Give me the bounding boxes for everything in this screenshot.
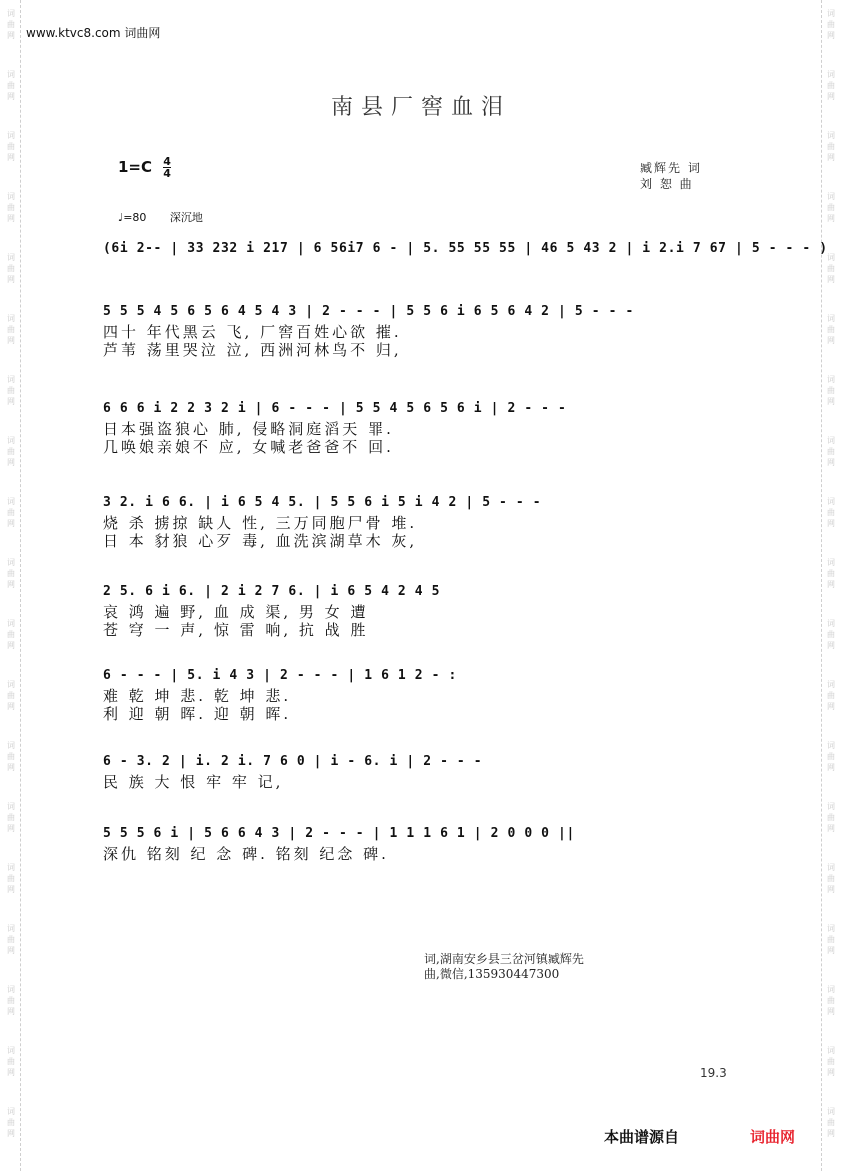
watermark-glyph: 词 曲 网 (7, 1107, 15, 1138)
watermark-glyph: 词 曲 网 (7, 70, 15, 101)
watermark-glyph: 词 曲 网 (827, 680, 835, 711)
notes-row: 3 2. i 6 6. | i 6 5 4 5. | 5 5 6 i 5 i 4 2 | 5 - - - (103, 495, 542, 510)
tempo-marking (118, 209, 203, 225)
watermark-glyph: 词 曲 网 (7, 619, 15, 650)
watermark-glyph: 词 曲 网 (7, 314, 15, 345)
staff-line-intro (103, 238, 828, 260)
lyric-verse-2: 几唤娘亲娘不 应, 女喊老爸爸不 回. (103, 438, 394, 456)
lyric-verse-1: 民 族 大 恨 牢 牢 记, (103, 773, 284, 791)
key-label: 1=C (118, 158, 153, 176)
staff-line-1 (103, 301, 743, 359)
footer-lyricist-line: 词,湖南安乡县三岔河镇臧辉先 (424, 952, 584, 966)
notes-row: 6 - 3. 2 | i. 2 i. 7 6 0 | i - 6. i | 2 - - - (103, 754, 483, 769)
watermark-glyph: 词 曲 网 (7, 497, 15, 528)
watermark-glyph: 词 曲 网 (7, 680, 15, 711)
time-numerator: 4 (163, 155, 171, 168)
watermark-glyph: 词 曲 网 (827, 802, 835, 833)
staff-line-5 (103, 665, 743, 723)
watermark-glyph: 词 曲 网 (827, 863, 835, 894)
watermark-glyph: 词 曲 网 (827, 192, 835, 223)
notes-row: (6i 2-- | 33 232 i 217 | 6 56i7 6 - | 5. 55 55 55 | 46 5 43 2 | i 2.i 7 67 | 5 - - - ) (103, 241, 828, 256)
notes-row: 6 6 6 i 2 2 3 2 i | 6 - - - | 5 5 4 5 6 5 6 i | 2 - - - (103, 401, 567, 416)
notes-row: 5 5 5 4 5 6 5 6 4 5 4 3 | 2 - - - | 5 5 6 i 6 5 6 4 2 | 5 - - - (103, 304, 634, 319)
watermark-glyph: 词 曲 网 (827, 375, 835, 406)
tempo-mark: ♩=80 (118, 211, 147, 224)
staff-line-4 (103, 581, 743, 639)
time-denominator: 4 (163, 167, 171, 180)
left-watermark-strip (2, 0, 21, 1171)
lyric-verse-2: 苍 穹 一 声, 惊 雷 响, 抗 战 胜 (103, 621, 369, 639)
brand-logo[interactable]: 词曲网 (750, 1128, 796, 1146)
watermark-glyph: 词 曲 网 (827, 9, 835, 40)
watermark-glyph: 词 曲 网 (827, 619, 835, 650)
watermark-glyph: 词 曲 网 (827, 1107, 835, 1138)
watermark-glyph: 词 曲 网 (827, 70, 835, 101)
watermark-glyph: 词 曲 网 (827, 436, 835, 467)
expression-mark: 深沉地 (169, 211, 203, 224)
lyric-verse-1: 哀 鸿 遍 野, 血 成 渠, 男 女 遭 (103, 603, 369, 621)
footer-composer-line: 曲,微信,135930447300 (424, 967, 560, 981)
watermark-glyph: 词 曲 网 (827, 558, 835, 589)
key-signature (118, 156, 171, 179)
lyric-verse-2: 芦苇 荡里哭泣 泣, 西洲河林鸟不 归, (103, 341, 402, 359)
date-label: 19.3 (700, 1066, 727, 1080)
watermark-glyph: 词 曲 网 (7, 985, 15, 1016)
watermark-glyph: 词 曲 网 (7, 1046, 15, 1077)
song-title: 南县厂窖血泪 (330, 95, 511, 120)
site-url[interactable]: www.ktvc8.com 词曲网 (26, 26, 161, 40)
watermark-glyph: 词 曲 网 (827, 924, 835, 955)
lyricist-credit: 臧辉先 词 (640, 161, 702, 175)
staff-line-3 (103, 492, 743, 550)
right-watermark-strip (821, 0, 840, 1171)
lyric-verse-1: 日本强盗狼心 肺, 侵略洞庭滔天 罪. (103, 420, 394, 438)
lyric-verse-2: 利 迎 朝 晖. 迎 朝 晖. (103, 705, 292, 723)
time-signature (163, 156, 171, 179)
watermark-glyph: 词 曲 网 (7, 253, 15, 284)
footer-contact (424, 952, 584, 982)
watermark-glyph: 词 曲 网 (827, 497, 835, 528)
watermark-glyph: 词 曲 网 (827, 314, 835, 345)
watermark-glyph: 词 曲 网 (7, 131, 15, 162)
notes-row: 6 - - - | 5. i 4 3 | 2 - - - | 1 6 1 2 - : (103, 668, 457, 683)
staff-line-2 (103, 398, 743, 456)
composer-credit: 刘 恕 曲 (640, 177, 694, 191)
source-label: 本曲谱源自 (604, 1128, 680, 1146)
credits (640, 160, 702, 192)
lyric-verse-1: 四十 年代黑云 飞, 厂窖百姓心欲 摧. (103, 323, 402, 341)
watermark-glyph: 词 曲 网 (827, 253, 835, 284)
lyric-verse-1: 深仇 铭刻 纪 念 碑. 铭刻 纪念 碑. (103, 845, 389, 863)
lyric-verse-1: 难 乾 坤 悲. 乾 坤 悲. (103, 687, 292, 705)
watermark-glyph: 词 曲 网 (7, 741, 15, 772)
watermark-glyph: 词 曲 网 (7, 9, 15, 40)
lyric-verse-1: 烧 杀 掳掠 缺人 性, 三万同胞尸骨 堆. (103, 514, 418, 532)
watermark-glyph: 词 曲 网 (7, 375, 15, 406)
lyric-verse-2: 日 本 豺狼 心歹 毒, 血洗滨湖草木 灰, (103, 532, 418, 550)
notes-row: 5 5 5 6 i | 5 6 6 4 3 | 2 - - - | 1 1 1 6 1 | 2 0 0 0 || (103, 826, 575, 841)
notes-row: 2 5. 6 i 6. | 2 i 2 7 6. | i 6 5 4 2 4 5 (103, 584, 441, 599)
staff-line-6 (103, 751, 743, 791)
watermark-glyph: 词 曲 网 (7, 924, 15, 955)
watermark-glyph: 词 曲 网 (827, 741, 835, 772)
watermark-glyph: 词 曲 网 (7, 192, 15, 223)
watermark-glyph: 词 曲 网 (7, 863, 15, 894)
watermark-glyph: 词 曲 网 (7, 802, 15, 833)
watermark-glyph: 词 曲 网 (7, 436, 15, 467)
watermark-glyph: 词 曲 网 (7, 558, 15, 589)
staff-line-7 (103, 823, 743, 863)
watermark-glyph: 词 曲 网 (827, 131, 835, 162)
watermark-glyph: 词 曲 网 (827, 1046, 835, 1077)
watermark-glyph: 词 曲 网 (827, 985, 835, 1016)
